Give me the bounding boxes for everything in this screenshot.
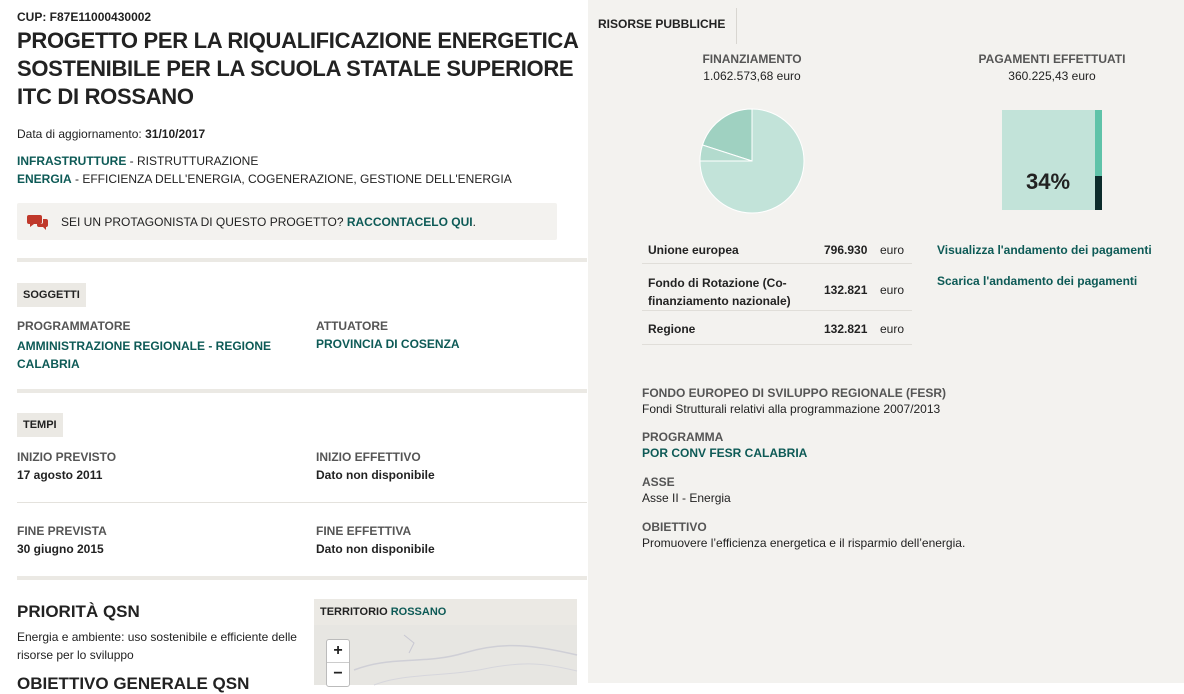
funding-sources-table [642,231,912,345]
table-row [642,231,912,264]
source-amount: 132.821 [824,322,868,336]
view-payments-trend-link[interactable]: Visualizza l'andamento dei pagamenti [937,243,1152,257]
source-amount: 796.930 [824,243,868,257]
territory-map [314,599,577,683]
section-divider [17,576,587,580]
payments-progress [1002,110,1102,210]
story-link[interactable]: RACCONTACELO QUI [346,214,473,229]
asse-label: ASSE [642,475,675,489]
payments-bar-remaining [1095,110,1102,176]
attuatore-label: ATTUATORE [316,319,388,333]
fondo-label: FONDO EUROPEO DI SVILUPPO REGIONALE (FESR) [642,386,947,400]
tempi-chip: TEMPI [17,413,63,437]
fine-effettiva-value: Dato non disponibile [316,542,435,556]
category-infrastrutture [17,154,258,168]
tab-risorse-pubbliche[interactable]: RISORSE PUBBLICHE [598,17,726,31]
category-link-energia[interactable]: ENERGIA [17,172,72,186]
map-place-link[interactable]: ROSSANO [390,606,447,618]
tab-divider [736,8,737,44]
chat-bubbles-icon [27,214,49,230]
obiettivo-value: Promuovere l’efficienza energetica e il risparmio dell’energia. [642,536,966,550]
story-end: . [472,214,476,229]
map-canvas[interactable] [314,625,577,685]
update-date [17,127,205,141]
category-detail: - RISTRUTTURAZIONE [126,154,259,168]
row-divider [17,502,587,503]
update-label: Data di aggiornamento: [17,127,142,141]
fine-effettiva-label: FINE EFFETTIVA [316,524,412,538]
category-detail: - EFFICIENZA DELL'ENERGIA, COGENERAZIONE, GESTIONE DELL'ENERGIA [71,172,512,186]
finanziamento-value: 1.062.573,68 euro [703,69,801,83]
category-energia [17,172,512,186]
inizio-effettivo-label: INIZIO EFFETTIVO [316,450,421,464]
resources-panel [588,0,1184,683]
funding-pie-chart [697,108,807,214]
payments-percent: 34% [1026,169,1071,194]
fondo-block [642,386,1162,416]
programmatore-label: PROGRAMMATORE [17,319,131,333]
zoom-out-button[interactable]: − [333,665,343,682]
source-unit: euro [880,283,905,297]
source-unit: euro [880,243,905,257]
programma-label: PROGRAMMA [642,430,724,444]
source-name: Regione [648,322,696,336]
source-name: Unione europea [648,243,739,257]
pagamenti-value: 360.225,43 euro [1008,69,1096,83]
obiettivo-generale-title: OBIETTIVO GENERALE QSN [17,674,250,693]
zoom-in-button[interactable]: + [327,640,349,663]
pagamenti-label: PAGAMENTI EFFETTUATI [978,52,1126,66]
table-row [642,311,912,345]
programma-link[interactable]: POR CONV FESR CALABRIA [642,446,808,460]
story-text: SEI UN PROTAGONISTA DI QUESTO PROGETTO? [61,214,344,229]
download-payments-trend-link[interactable]: Scarica l'andamento dei pagamenti [937,274,1138,288]
inizio-previsto-label: INIZIO PREVISTO [17,450,117,464]
source-name: Fondo di Rotazione (Co-finanziamento nazionale) [648,276,791,308]
asse-block [642,475,1162,505]
fondo-value: Fondi Strutturali relativi alla programmazione 2007/2013 [642,402,941,416]
story-banner [17,203,557,240]
update-value: 31/10/2017 [145,127,206,141]
attuatore-link[interactable]: PROVINCIA DI COSENZA [316,337,460,351]
fine-prevista-value: 30 giugno 2015 [17,542,104,556]
table-row [642,264,912,311]
obiettivo-label: OBIETTIVO [642,520,707,534]
source-amount: 132.821 [824,283,868,297]
category-link-infrastrutture[interactable]: INFRASTRUTTURE [17,154,127,168]
map-label: TERRITORIO [320,606,388,618]
priorita-title: PRIORITÀ QSN [17,602,140,621]
source-unit: euro [880,322,905,336]
programma-block [642,430,1162,460]
section-divider [17,258,587,262]
programmatore-link[interactable]: AMMINISTRAZIONE REGIONALE - REGIONE CALABRIA [17,339,272,371]
asse-value: Asse II - Energia [642,491,731,505]
map-zoom-control [326,639,350,687]
map-header [320,606,446,618]
cup-code: CUP: F87E11000430002 [17,10,152,24]
payments-bar-paid [1095,176,1102,210]
fine-prevista-label: FINE PREVISTA [17,524,107,538]
priorita-description: Energia e ambiente: uso sostenibile e efficiente delle risorse per lo sviluppo [17,630,297,662]
inizio-previsto-value: 17 agosto 2011 [17,468,103,482]
finanziamento-label: FINANZIAMENTO [702,52,802,66]
soggetti-chip: SOGGETTI [17,283,86,307]
section-divider [17,389,587,393]
page-title: PROGETTO PER LA RIQUALIFICAZIONE ENERGETICA SOSTENIBILE PER LA SCUOLA STATALE SUPERIORE ITC DI ROSSANO [17,28,578,109]
inizio-effettivo-value: Dato non disponibile [316,468,435,482]
obiettivo-block [642,520,1162,550]
project-detail-panel [0,0,588,693]
map-roads-graphic [314,625,577,685]
